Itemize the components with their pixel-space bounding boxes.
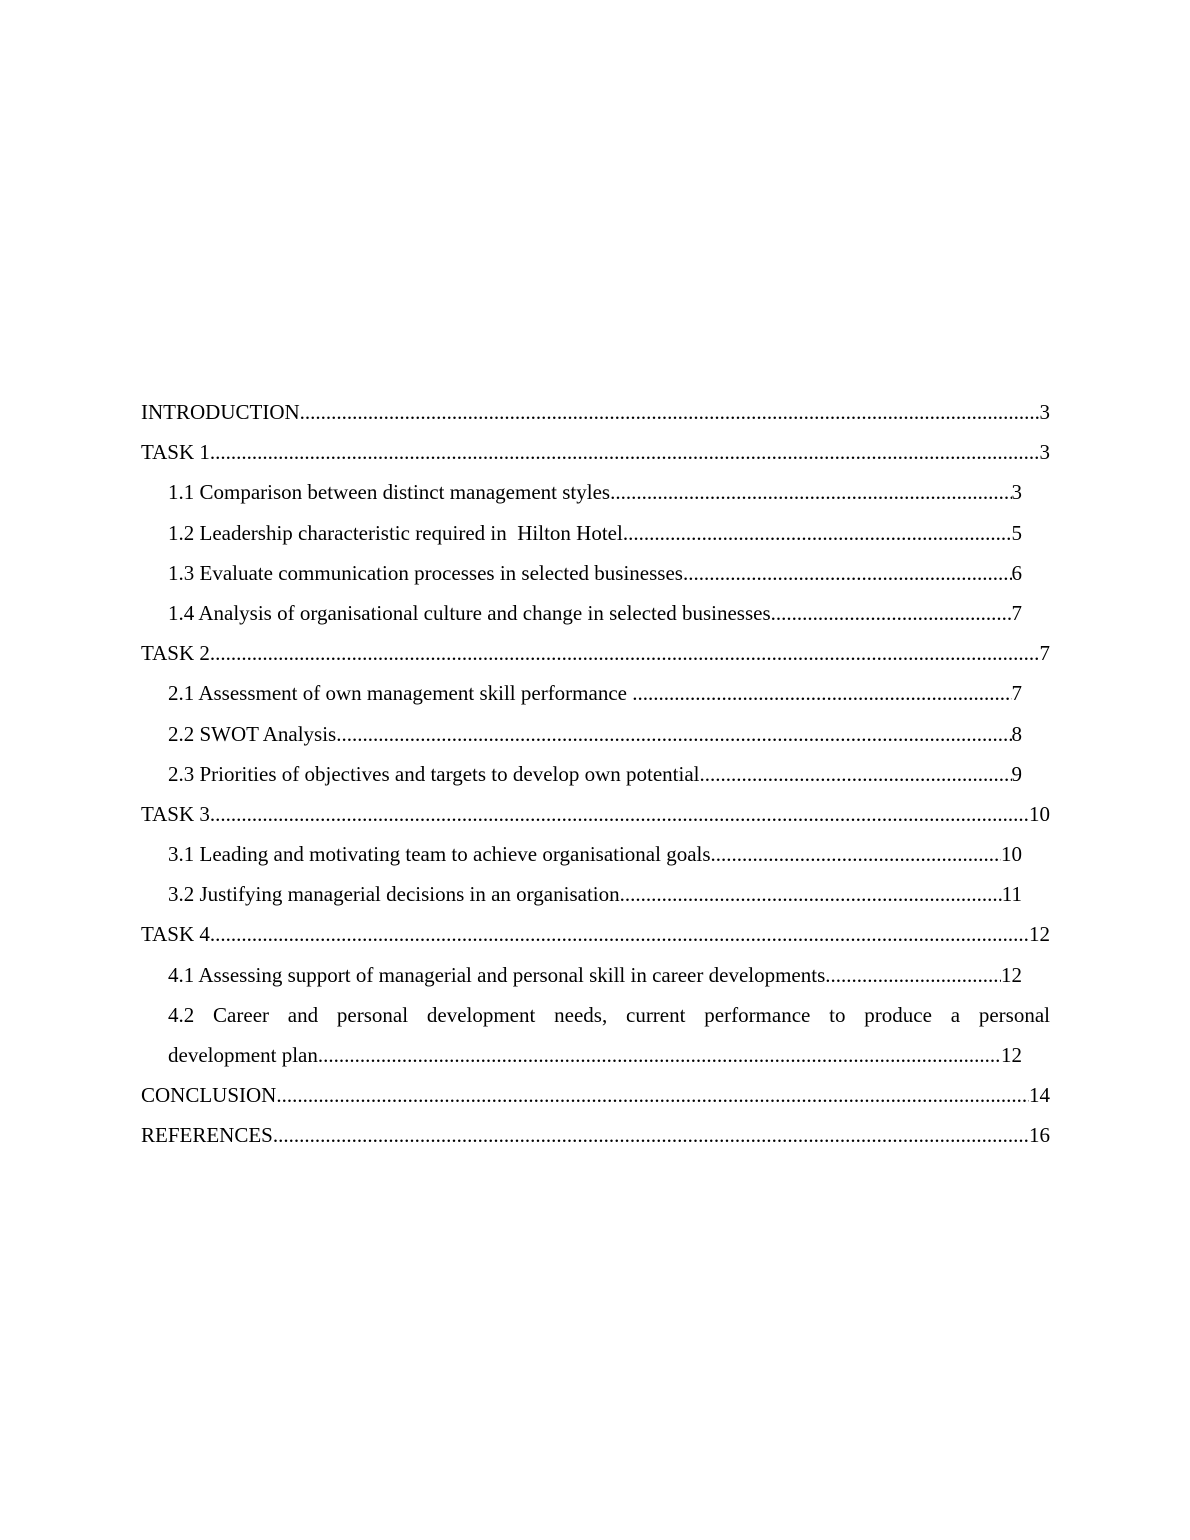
toc-entry-title: 1.3 Evaluate communication processes in selected businesses xyxy=(168,560,683,585)
toc-entry-1-4[interactable] xyxy=(168,593,1022,633)
dot-leader xyxy=(210,914,1029,954)
toc-entry-title: INTRODUCTION xyxy=(141,400,300,424)
dot-leader xyxy=(300,392,1040,432)
toc-entry-2-3[interactable] xyxy=(168,754,1022,794)
toc-entry-page: 14 xyxy=(1029,1083,1050,1108)
toc-entry-page: 7 xyxy=(1011,681,1022,706)
toc-entry-title: TASK 1 xyxy=(141,440,210,465)
toc-entry-1-3[interactable] xyxy=(168,553,1022,593)
dot-leader xyxy=(825,955,1001,995)
toc-entry-title: 1.1 Comparison between distinct management styles xyxy=(168,480,611,505)
dot-leader xyxy=(620,874,1002,914)
dot-leader xyxy=(610,472,1011,512)
toc-entry-4-1[interactable] xyxy=(168,955,1022,995)
toc-entry-page: 3 xyxy=(1011,480,1022,505)
toc-entry-title: 4.1 Assessing support of managerial and personal skill in career developments xyxy=(168,962,826,987)
toc-entry-title: 1.2 Leadership characteristic required in Hilton Hotel xyxy=(168,520,623,545)
toc-entry-page: 11 xyxy=(1001,882,1022,907)
toc-entry-1-1[interactable] xyxy=(168,472,1022,512)
toc-entry-title: REFERENCES xyxy=(141,1123,273,1148)
dot-leader xyxy=(276,1075,1029,1115)
toc-entry-page: 7 xyxy=(1011,600,1022,625)
toc-entry-task-2[interactable] xyxy=(141,633,1050,673)
dot-leader xyxy=(700,754,1012,794)
toc-entry-title: 2.1 Assessment of own management skill performance xyxy=(168,681,633,706)
dot-leader xyxy=(210,633,1040,673)
dot-leader xyxy=(210,432,1040,472)
toc-entry-3-1[interactable] xyxy=(168,834,1022,874)
toc-entry-title-line-2: development plan xyxy=(168,1043,318,1067)
toc-entry-page: 9 xyxy=(1011,761,1022,786)
toc-entry-2-2[interactable] xyxy=(168,714,1022,754)
toc-entry-references[interactable] xyxy=(141,1115,1050,1155)
dot-leader xyxy=(623,513,1012,553)
table-of-contents xyxy=(141,392,1050,1156)
toc-entry-page: 12 xyxy=(1029,922,1050,947)
toc-entry-title: 1.4 Analysis of organisational culture and change in selected businesses xyxy=(168,600,771,625)
toc-entry-title: TASK 3 xyxy=(141,801,210,826)
dot-leader xyxy=(273,1115,1029,1155)
toc-entry-page: 10 xyxy=(1001,842,1022,867)
dot-leader xyxy=(336,714,1011,754)
dot-leader xyxy=(683,553,1012,593)
toc-entry-title: TASK 4 xyxy=(141,922,210,947)
toc-entry-page: 16 xyxy=(1029,1123,1050,1148)
dot-leader xyxy=(711,834,1001,874)
dot-leader xyxy=(318,1035,1001,1075)
toc-entry-page: 8 xyxy=(1011,721,1022,746)
toc-entry-4-2[interactable] xyxy=(168,995,1050,1075)
toc-entry-3-2[interactable] xyxy=(168,874,1022,914)
toc-entry-page: 12 xyxy=(1001,962,1022,987)
toc-entry-page: 5 xyxy=(1011,520,1022,545)
toc-entry-title: 3.2 Justifying managerial decisions in an organisation xyxy=(168,882,620,907)
toc-entry-page: 10 xyxy=(1029,801,1050,826)
toc-entry-introduction[interactable] xyxy=(141,392,1050,432)
toc-entry-title: 3.1 Leading and motivating team to achieve organisational goals xyxy=(168,842,711,867)
toc-entry-page: 3 xyxy=(1039,440,1050,465)
toc-entry-2-1[interactable] xyxy=(168,673,1022,713)
toc-entry-page: 3 xyxy=(1039,400,1050,424)
dot-leader xyxy=(632,673,1011,713)
toc-entry-1-2[interactable] xyxy=(168,513,1022,553)
toc-entry-title: 2.2 SWOT Analysis xyxy=(168,721,337,746)
toc-entry-task-3[interactable] xyxy=(141,794,1050,834)
toc-entry-task-4[interactable] xyxy=(141,914,1050,954)
toc-entry-page: 6 xyxy=(1011,560,1022,585)
dot-leader xyxy=(210,794,1029,834)
toc-entry-title: 2.3 Priorities of objectives and targets to develop own potential xyxy=(168,761,700,786)
toc-entry-title: CONCLUSION xyxy=(141,1083,277,1108)
toc-entry-conclusion[interactable] xyxy=(141,1075,1050,1115)
toc-entry-task-1[interactable] xyxy=(141,432,1050,472)
toc-entry-page: 12 xyxy=(1001,1043,1022,1067)
toc-entry-page: 7 xyxy=(1039,641,1050,666)
toc-entry-title-line-1: 4.2 Career and personal development needs, current performance to produce a personal xyxy=(168,1002,1050,1027)
toc-entry-title: TASK 2 xyxy=(141,641,210,666)
dot-leader xyxy=(771,593,1012,633)
